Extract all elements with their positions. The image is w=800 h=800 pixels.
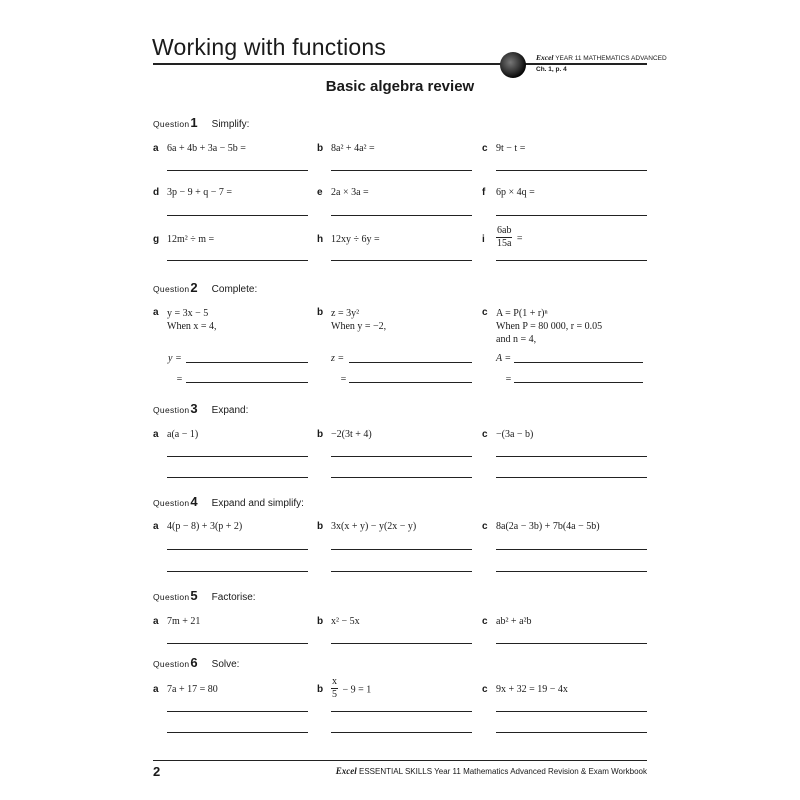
footer-rule (153, 760, 647, 761)
item-label: c (482, 684, 488, 695)
answer-line[interactable] (331, 571, 472, 572)
answer-line[interactable] (167, 170, 308, 171)
header-rule (153, 63, 647, 65)
question-number: 4 (190, 494, 198, 509)
question-instruction: Factorise: (211, 592, 256, 603)
answer-line[interactable] (349, 382, 472, 383)
item-expression: 3p − 9 + q − 7 = (167, 187, 233, 198)
series-brand: Excel (536, 53, 554, 62)
item-expression: 4(p − 8) + 3(p + 2) (167, 521, 243, 532)
chapter-title: Working with functions (152, 34, 387, 60)
answer-line[interactable] (167, 456, 308, 457)
footer-text (336, 766, 647, 776)
item-expression: 12m² ÷ m = (167, 234, 215, 245)
footer-brand: Excel (335, 766, 357, 776)
answer-line[interactable] (167, 215, 308, 216)
section-title: Basic algebra review (325, 78, 475, 95)
question-instruction: Expand and simplify: (211, 498, 304, 509)
page-number: 2 (153, 764, 161, 779)
item-label: a (153, 429, 159, 440)
item-label: b (317, 521, 324, 532)
expression-line: y = 3x − 5 (167, 308, 209, 319)
item-expression: a(a − 1) (167, 429, 199, 440)
question-5-heading (153, 588, 256, 603)
fraction-expression (496, 225, 523, 250)
answer-variable: y = (168, 353, 182, 364)
answer-line[interactable] (167, 571, 308, 572)
answer-line[interactable] (167, 732, 308, 733)
answer-line[interactable] (496, 711, 647, 712)
item-expression: 7m + 21 (167, 616, 201, 627)
answer-line[interactable] (186, 362, 308, 363)
item-expression: x² − 5x (331, 616, 360, 627)
fraction-denominator: 15a (497, 238, 512, 249)
question-6-heading (153, 655, 239, 670)
question-instruction: Simplify: (211, 119, 250, 130)
item-label: c (482, 521, 488, 532)
equals-sign: = (505, 374, 512, 385)
item-label: c (482, 616, 488, 627)
question-word: Question (153, 284, 190, 294)
fraction-numerator: x (332, 676, 337, 687)
answer-line[interactable] (331, 477, 472, 478)
answer-line[interactable] (167, 477, 308, 478)
equals-sign: = (340, 374, 347, 385)
item-expression: −(3a − b) (496, 429, 534, 440)
question-number: 5 (190, 588, 198, 603)
item-label: a (153, 684, 159, 695)
answer-line[interactable] (496, 571, 647, 572)
expression-line: When P = 80 000, r = 0.05 (496, 321, 603, 332)
answer-line[interactable] (331, 260, 472, 261)
question-2-heading (153, 280, 257, 295)
item-expression: 3x(x + y) − y(2x − y) (331, 521, 417, 532)
item-label: h (317, 234, 324, 245)
question-4-heading (153, 494, 304, 509)
item-label: b (317, 307, 324, 318)
disc-logo (500, 52, 526, 78)
item-label: a (153, 521, 159, 532)
question-number: 1 (190, 115, 198, 130)
fraction-expression (331, 676, 371, 701)
chapter-reference: Ch. 1, p. 4 (536, 66, 567, 73)
fraction-denominator: 5 (332, 689, 337, 700)
expression-line: and n = 4, (496, 334, 537, 345)
item-expression: 6a + 4b + 3a − 5b = (167, 143, 246, 154)
question-word: Question (153, 498, 190, 508)
answer-line[interactable] (496, 170, 647, 171)
expression-line: A = P(1 + r)ⁿ (496, 308, 548, 319)
item-label: a (153, 307, 159, 318)
fraction-numerator: 6ab (497, 225, 512, 236)
question-word: Question (153, 405, 190, 415)
question-number: 6 (190, 655, 198, 670)
item-label: e (317, 187, 323, 198)
item-label: b (317, 616, 324, 627)
answer-line[interactable] (331, 215, 472, 216)
series-text: YEAR 11 MATHEMATICS ADVANCED (555, 55, 667, 62)
answer-line[interactable] (496, 456, 647, 457)
item-label: c (482, 429, 488, 440)
item-label: b (317, 684, 324, 695)
item-label: d (153, 187, 160, 198)
series-label (536, 53, 667, 62)
question-1-heading (153, 115, 249, 130)
item-expression (167, 307, 217, 333)
answer-line[interactable] (514, 362, 643, 363)
answer-line[interactable] (349, 362, 472, 363)
item-expression (496, 307, 602, 346)
question-instruction: Complete: (211, 284, 258, 295)
question-instruction: Expand: (211, 405, 249, 416)
answer-line[interactable] (331, 549, 472, 550)
answer-line[interactable] (496, 477, 647, 478)
answer-line[interactable] (496, 260, 647, 261)
answer-line[interactable] (496, 732, 647, 733)
expression-line: When y = −2, (331, 321, 387, 332)
item-expression: ab² + a²b (496, 616, 532, 627)
item-label: c (482, 143, 488, 154)
answer-line[interactable] (186, 382, 308, 383)
answer-line[interactable] (331, 170, 472, 171)
item-label: a (153, 616, 159, 627)
answer-line[interactable] (167, 549, 308, 550)
item-label: b (317, 143, 324, 154)
item-expression: 2a × 3a = (331, 187, 369, 198)
expression-line: When x = 4, (167, 321, 217, 332)
item-label: c (482, 307, 488, 318)
answer-line[interactable] (331, 643, 472, 644)
item-expression: 9t − t = (496, 143, 526, 154)
item-expression: 7a + 17 = 80 (167, 684, 218, 695)
answer-line[interactable] (496, 215, 647, 216)
answer-line[interactable] (331, 732, 472, 733)
item-label: b (317, 429, 324, 440)
answer-line[interactable] (167, 711, 308, 712)
item-expression (331, 307, 386, 333)
fraction (331, 676, 338, 701)
answer-line[interactable] (167, 643, 308, 644)
fraction-tail: − 9 = 1 (342, 684, 372, 696)
answer-line[interactable] (496, 549, 647, 550)
question-number: 2 (190, 280, 198, 295)
answer-line[interactable] (514, 382, 643, 383)
item-expression: 9x + 32 = 19 − 4x (496, 684, 568, 695)
equals-sign: = (176, 374, 183, 385)
fraction (496, 225, 512, 250)
question-word: Question (153, 592, 190, 602)
question-word: Question (153, 659, 190, 669)
question-number: 3 (190, 401, 198, 416)
answer-variable: z = (331, 353, 345, 364)
expression-line: z = 3y² (331, 308, 360, 319)
answer-line[interactable] (331, 711, 472, 712)
item-label: i (482, 234, 485, 245)
item-expression: 6p × 4q = (496, 187, 535, 198)
item-label: g (153, 234, 160, 245)
question-3-heading (153, 401, 248, 416)
item-expression: 8a² + 4a² = (331, 143, 375, 154)
fraction-tail: = (516, 233, 523, 245)
item-expression: 12xy ÷ 6y = (331, 234, 380, 245)
item-expression: 8a(2a − 3b) + 7b(4a − 5b) (496, 521, 600, 532)
answer-variable: A = (496, 353, 512, 364)
answer-line[interactable] (496, 643, 647, 644)
footer-title: ESSENTIAL SKILLS Year 11 Mathematics Advanced Revision & Exam Workbook (359, 767, 647, 776)
answer-line[interactable] (331, 456, 472, 457)
item-expression: −2(3t + 4) (331, 429, 372, 440)
item-label: a (153, 143, 159, 154)
question-instruction: Solve: (211, 659, 240, 670)
item-label: f (482, 187, 486, 198)
question-word: Question (153, 119, 190, 129)
answer-line[interactable] (167, 260, 308, 261)
